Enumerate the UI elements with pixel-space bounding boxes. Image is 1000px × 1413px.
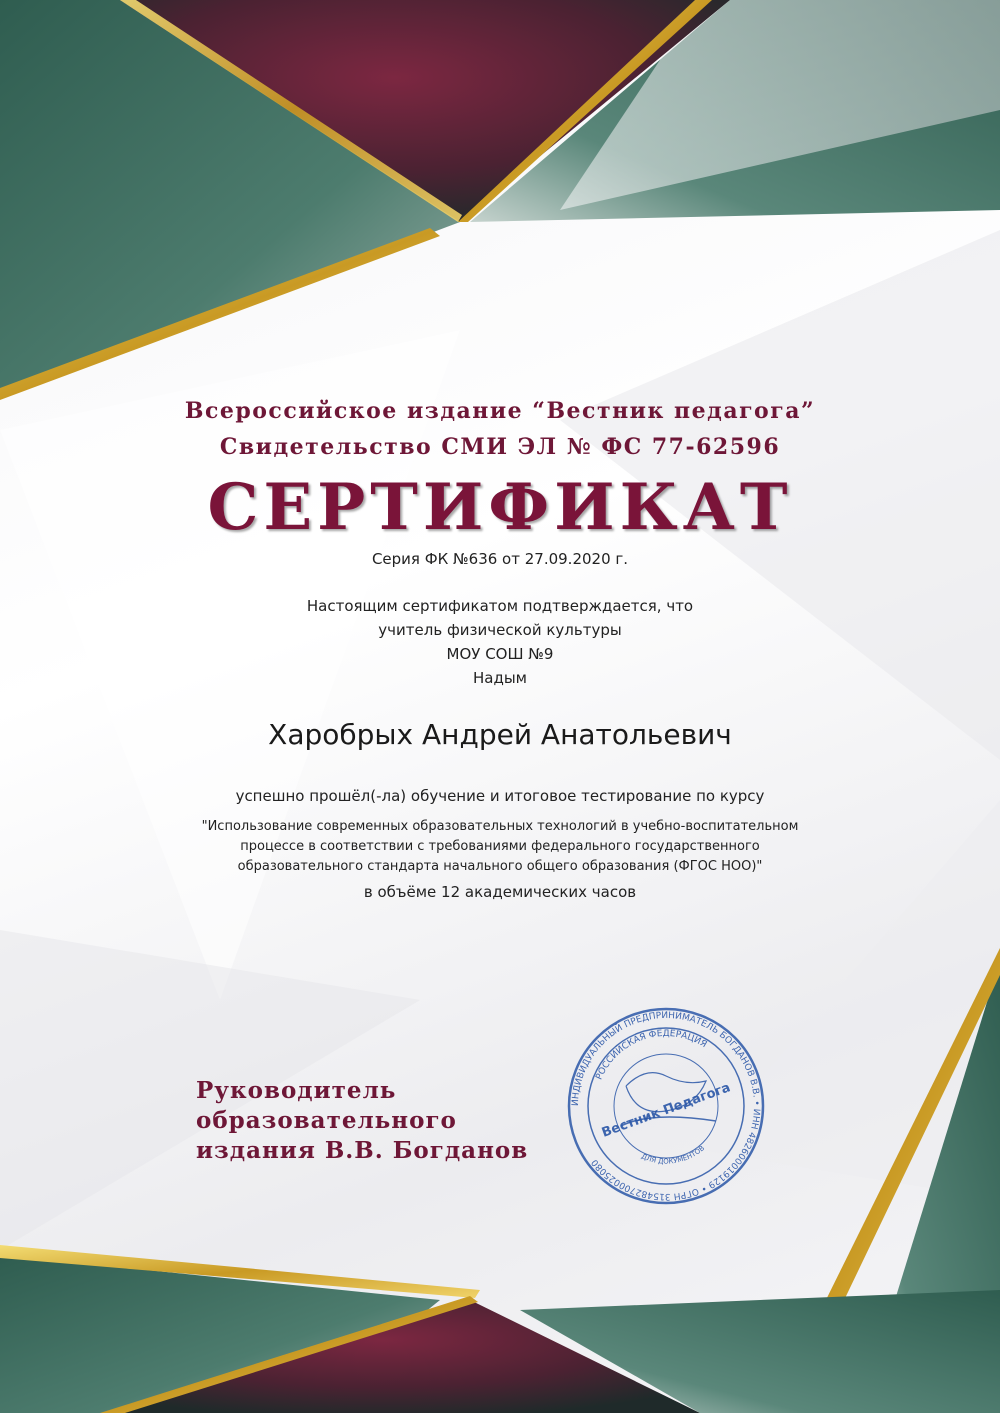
signer-block	[196, 1076, 616, 1166]
official-stamp	[566, 1006, 766, 1206]
course-title-line: "Использование современных образовательных технологий в учебно-воспитательном	[201, 819, 799, 834]
stamp-outer-text: ИНДИВИДУАЛЬНЫЙ ПРЕДПРИНИМАТЕЛЬ БОГДАНОВ В.В. • ИНН 482600019129 • ОГРН 315482700025080	[570, 1010, 762, 1202]
signer-line: издания В.В. Богданов	[196, 1137, 529, 1164]
course-title-line: образовательного стандарта начального общего образования (ФГОС НОО)"	[237, 859, 763, 874]
course-title-line: процессе в соответствии с требованиями федерального государственного	[240, 839, 760, 854]
signer-line: Руководитель	[196, 1077, 397, 1104]
recipient-position: учитель физической культуры	[378, 621, 622, 639]
certificate-title: СЕРТИФИКАТ	[207, 470, 793, 545]
recipient-school: МОУ СОШ №9	[446, 645, 554, 663]
completion-text: успешно прошёл(-ла) обучение и итоговое тестирование по курсу	[235, 787, 765, 805]
signer-line: образовательного	[196, 1107, 457, 1134]
stamp-bottom-text: ДЛЯ ДОКУМЕНТОВ	[640, 1144, 707, 1166]
certificate-series: Серия ФК №636 от 27.09.2020 г.	[371, 550, 629, 568]
course-hours: в объёме 12 академических часов	[363, 883, 637, 901]
publication-registration: Свидетельство СМИ ЭЛ № ФС 77-62596	[219, 434, 781, 460]
stamp-center-text: Вестник Педагога	[599, 1080, 733, 1141]
recipient-name: Харобрых Андрей Анатольевич	[268, 718, 732, 751]
intro-text: Настоящим сертификатом подтверждается, что	[306, 597, 694, 615]
stamp-inner-text: РОССИЙСКАЯ ФЕДЕРАЦИЯ	[594, 1028, 709, 1082]
recipient-city: Надым	[472, 669, 527, 687]
publication-title: Всероссийское издание “Вестник педагога”	[184, 398, 816, 424]
